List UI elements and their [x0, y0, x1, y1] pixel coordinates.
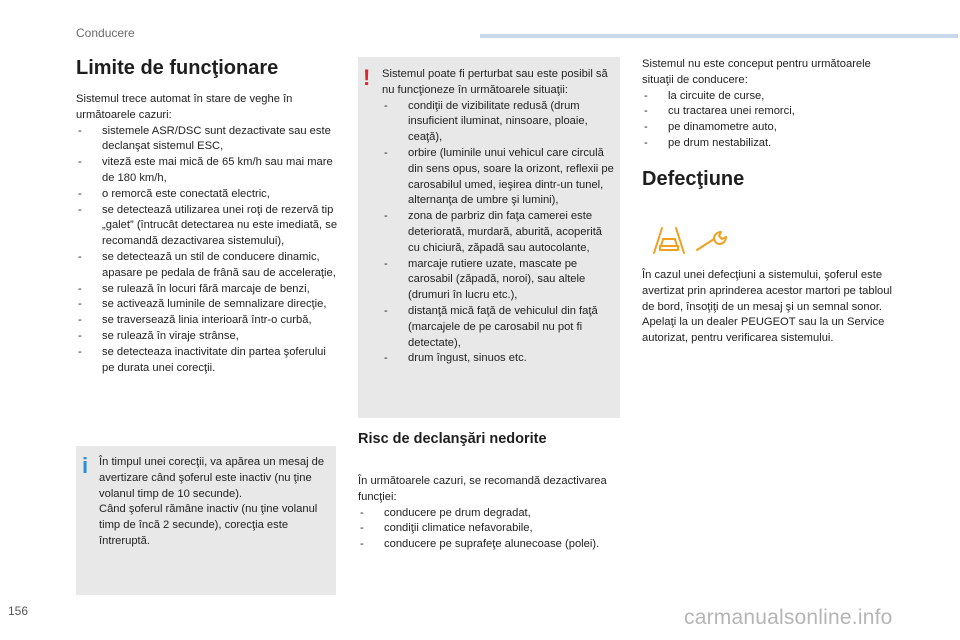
- limits-list: [76, 124, 338, 377]
- left-column: [76, 57, 338, 376]
- list-item: - pe drum nestabilizat.: [642, 136, 904, 152]
- list-item: - se activează luminile de semnalizare direcţie,: [76, 297, 338, 313]
- list-item: - condiţii de vizibilitate redusă (drum insuficient iluminat, ninsoare, ploaie, ceaţă),: [382, 99, 616, 146]
- limits-heading: Limite de funcţionare: [76, 57, 279, 79]
- risk-list: [358, 506, 620, 553]
- list-item: - viteză este mai mică de 65 km/h sau mai mare de 180 km/h,: [76, 155, 338, 187]
- right-column: [642, 57, 904, 190]
- info-line: Când şoferul rămâne inactiv (nu ţine volanul timp de încă 2 secunde), corecţia este întreruptă.: [99, 503, 318, 547]
- limits-intro: Sistemul trece automat în stare de veghe în următoarele cazuri:: [76, 93, 293, 121]
- list-item: - se detecteaza inactivitate din partea şoferului pe durata unei corecţii.: [76, 345, 338, 377]
- risk-section: [358, 430, 620, 553]
- list-item: - se detectează un stil de conducere dinamic, apasare pe pedala de frână sau de acceleraţie,: [76, 250, 338, 282]
- not-designed-list: [642, 89, 904, 152]
- info-text: [99, 455, 332, 550]
- list-item: - se rulează în locuri fără marcaje de benzi,: [76, 282, 338, 298]
- list-item: - sistemele ASR/DSC sunt dezactivate sau este declanşat sistemul ESC,: [76, 124, 338, 156]
- list-item: - orbire (luminile unui vehicul care circulă din sens opus, soare la orizont, reflexii pe carosabilul umed, ieşirea dintr-un tunel, alternanţa de umbre şi lumini),: [382, 146, 616, 209]
- list-item: - se traversează linia interioară într-o curbă,: [76, 313, 338, 329]
- list-item: - conducere pe drum degradat,: [358, 506, 620, 522]
- list-item: - se rulează în viraje strânse,: [76, 329, 338, 345]
- warning-intro: Sistemul poate fi perturbat sau este posibil să nu funcţioneze în următoarele situaţii:: [382, 68, 608, 96]
- info-box: [76, 446, 336, 595]
- header-bar: [480, 34, 958, 38]
- list-item: - distanţă mică faţă de vehiculul din faţă (marcajele de pe carosabil nu pot fi detectate),: [382, 304, 616, 351]
- page-number: 156: [8, 604, 29, 618]
- list-item: - pe dinamometre auto,: [642, 120, 904, 136]
- risk-intro: În următoarele cazuri, se recomandă dezactivarea funcţiei:: [358, 475, 607, 503]
- list-item: - o remorcă este conectată electric,: [76, 187, 338, 203]
- warning-list: [382, 99, 616, 368]
- risk-heading: Risc de declanşări nedorite: [358, 431, 547, 447]
- list-item: - marcaje rutiere uzate, mascate pe carosabil (zăpadă, noroi), sau altele (drumuri în lucru etc.),: [382, 257, 616, 304]
- list-item: - conducere pe suprafeţe alunecoase (polei).: [358, 537, 620, 553]
- warning-text: [382, 67, 616, 367]
- watermark: carmanualsonline.info: [684, 606, 893, 629]
- list-item: - se detectează utilizarea unei roţi de rezervă tip „galet” (întrucât detectarea nu este imediată, se recomandă dezactivarea sistemului),: [76, 203, 338, 250]
- list-item: - condiţii climatice nefavorabile,: [358, 521, 620, 537]
- info-icon: i: [82, 453, 89, 478]
- warning-icon: !: [363, 65, 371, 90]
- list-item: - la circuite de curse,: [642, 89, 904, 105]
- warning-box: [358, 57, 620, 418]
- list-item: - zona de parbriz din faţa camerei este deteriorată, murdară, aburită, acoperită cu chiciură, zăpadă sau autocolante,: [382, 209, 616, 256]
- wrench-icon: [694, 230, 730, 254]
- defect-heading: Defecţiune: [642, 167, 745, 190]
- list-item: - drum îngust, sinuos etc.: [382, 351, 616, 367]
- info-line: În timpul unei corecţii, va apărea un mesaj de avertizare când şoferul este inactiv (nu ţine volanul timp de 10 secunde).: [99, 456, 325, 500]
- section-title: Conducere: [76, 26, 135, 40]
- defect-paragraph: În cazul unei defecţiuni a sistemului, şoferul este avertizat prin aprinderea acestor martori pe tabloul de bord, însoţiţi de un mesaj şi un semnal sonor.: [642, 269, 892, 313]
- defect-text: [642, 268, 904, 347]
- not-designed-intro: Sistemul nu este conceput pentru următoarele situaţii de conducere:: [642, 58, 871, 86]
- lane-departure-warning-icon: [648, 224, 690, 256]
- defect-paragraph: Apelaţi la un dealer PEUGEOT sau la un Service autorizat, pentru verificarea sistemului.: [642, 316, 885, 345]
- list-item: - cu tractarea unei remorci,: [642, 104, 904, 120]
